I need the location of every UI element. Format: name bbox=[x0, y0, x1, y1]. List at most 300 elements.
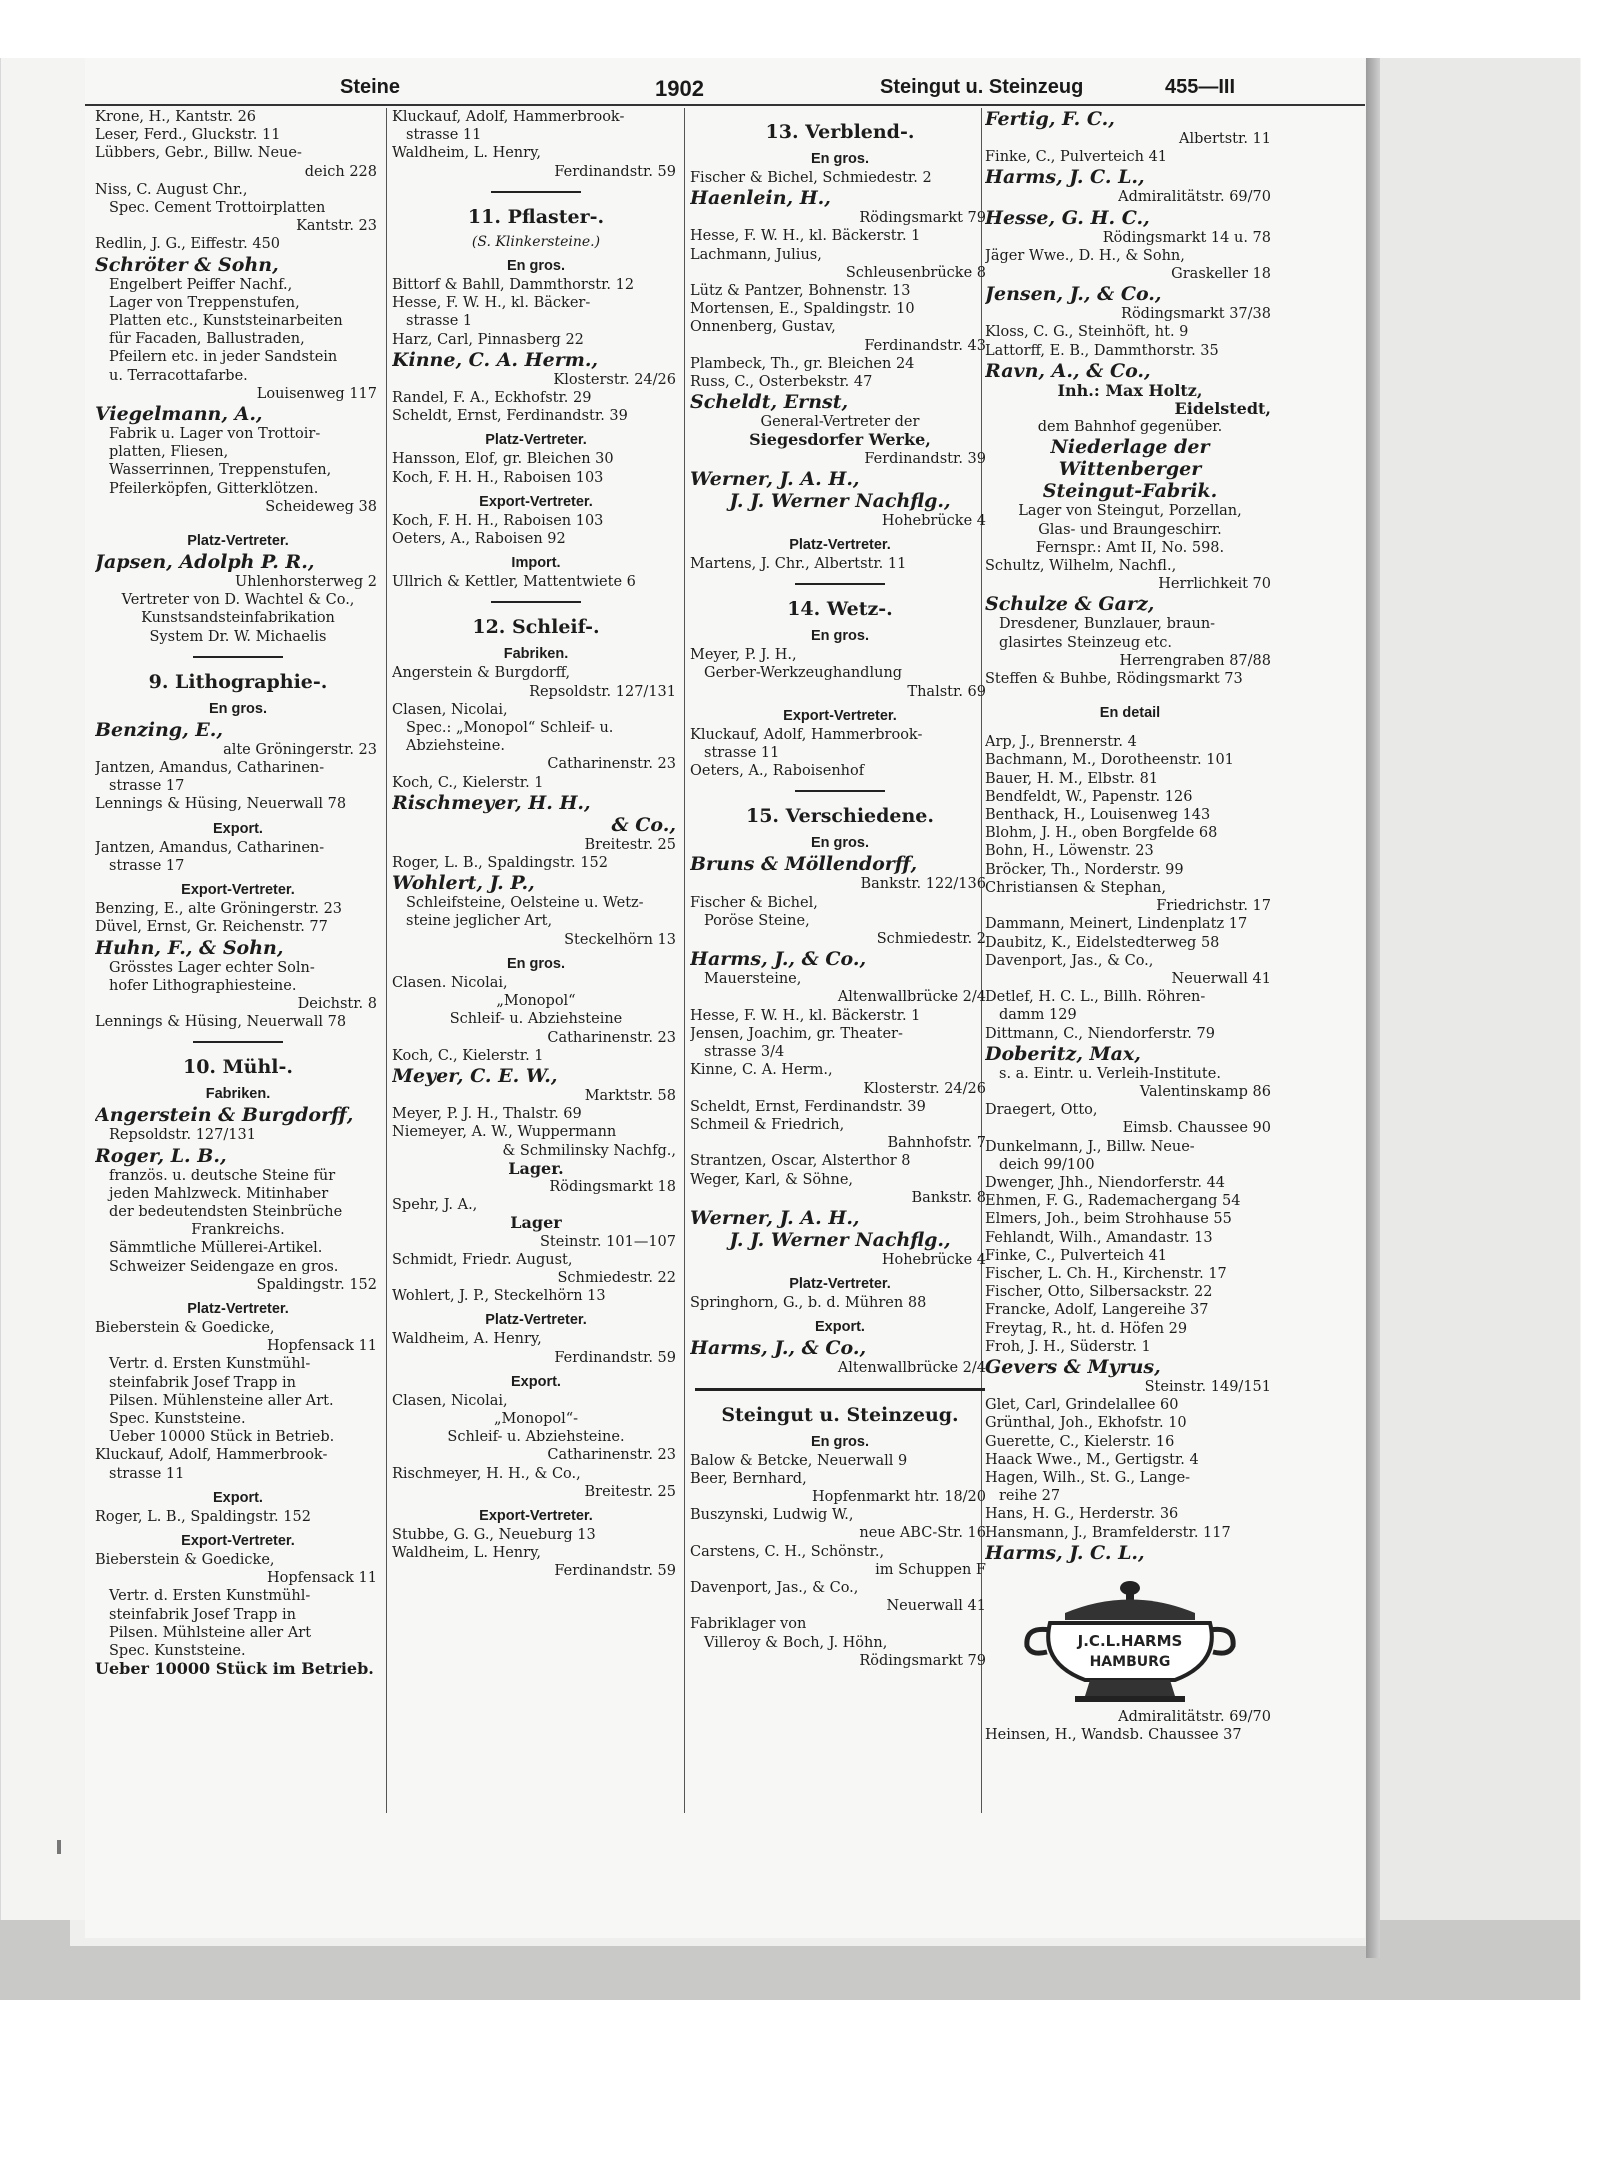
subsection-heading: Platz-Vertreter. bbox=[789, 1276, 891, 1293]
address-line: Admiralitätstr. 69/70 bbox=[1118, 189, 1271, 206]
listing-line: Meyer, P. J. H., bbox=[690, 647, 797, 664]
listing-line: Schmidt, Friedr. August, bbox=[392, 1251, 573, 1268]
listing-line: Waldheim, L. Henry, bbox=[392, 1545, 541, 1562]
listing-line: Koch, C., Kielerstr. 1 bbox=[392, 1047, 544, 1064]
svg-text:J.C.L.HARMS: J.C.L.HARMS bbox=[1077, 1631, 1183, 1650]
subsection-heading: Fabriken. bbox=[503, 646, 569, 663]
listing-line: Roger, L. B., Spaldingstr. 152 bbox=[95, 1508, 311, 1525]
listing-line: Weger, Karl, & Söhne, bbox=[690, 1171, 854, 1188]
listing-line: glasirtes Steinzeug etc. bbox=[999, 634, 1172, 651]
listing-line: Freytag, R., ht. d. Höfen 29 bbox=[985, 1320, 1188, 1337]
address-line: Schleusenbrücke 8 bbox=[845, 264, 986, 281]
listing-line: steine jeglicher Art, bbox=[406, 913, 553, 930]
address-line: Schmiedestr. 2 bbox=[876, 931, 986, 948]
listing-line: platten, Fliesen, bbox=[109, 444, 229, 461]
subsection-heading: En gros. bbox=[810, 151, 869, 167]
running-header bbox=[95, 70, 1265, 104]
listing-line: Ueber 10000 Stück im Betrieb. bbox=[95, 1660, 374, 1679]
address-line: Ferdinandstr. 39 bbox=[864, 450, 986, 467]
header-page-number: 455—III bbox=[1165, 76, 1236, 98]
listing-line: Hansmann, J., Bramfelderstr. 117 bbox=[985, 1524, 1231, 1541]
address-line: Hohebrücke 4 bbox=[881, 1251, 986, 1268]
listing-line: Oeters, A., Raboisenhof bbox=[690, 763, 865, 780]
address-line: im Schuppen F bbox=[875, 1561, 986, 1578]
listing-line: Pfeilerköpfen, Gitterklötzen. bbox=[109, 480, 319, 497]
subsection-heading: Platz-Vertreter. bbox=[789, 537, 891, 554]
header-left: Steine bbox=[340, 76, 401, 98]
listing-line: Russ, C., Osterbekstr. 47 bbox=[690, 374, 873, 391]
firm-name: Benzing, E., bbox=[95, 718, 224, 741]
listing-line: steinfabrik Josef Trapp in bbox=[109, 1374, 297, 1391]
listing-line: für Facaden, Ballustraden, bbox=[109, 331, 305, 348]
listing-line: Onnenberg, Gustav, bbox=[690, 319, 836, 336]
column-3 bbox=[690, 108, 990, 1670]
listing-line: Beer, Bernhard, bbox=[690, 1470, 807, 1487]
listing-line: Jensen, Joachim, gr. Theater- bbox=[690, 1025, 903, 1042]
listing-line: Wohlert, J. P., Steckelhörn 13 bbox=[392, 1288, 606, 1305]
section-heading: 10. Mühl-. bbox=[182, 1056, 294, 1079]
listing-line: Waldheim, A. Henry, bbox=[392, 1331, 542, 1348]
listing-line: Clasen. Nicolai, bbox=[392, 974, 508, 991]
subsection-heading: Export-Vertreter. bbox=[783, 707, 897, 724]
firm-name: Angerstein & Burgdorff, bbox=[95, 1104, 354, 1127]
subsection-heading: Export-Vertreter. bbox=[479, 493, 593, 510]
listing-line: strasse 1 bbox=[406, 313, 473, 330]
listing-line: Spec. Kunststeine. bbox=[109, 1410, 246, 1427]
firm-name: Hesse, G. H. C., bbox=[985, 206, 1150, 229]
header-rule bbox=[85, 104, 1365, 106]
column-2 bbox=[392, 108, 680, 1581]
listing-line: Randel, F. A., Eckhofstr. 29 bbox=[392, 390, 592, 407]
address-line: Valentinskamp 86 bbox=[1139, 1083, 1271, 1100]
listing-line: Siegesdorfer Werke, bbox=[749, 431, 931, 450]
address-line: Thalstr. 69 bbox=[907, 683, 986, 700]
listing-line: Pilsen. Mühlensteine aller Art. bbox=[109, 1392, 334, 1409]
listing-line: Bittorf & Bahll, Dammthorstr. 12 bbox=[392, 277, 635, 294]
firm-name: Kinne, C. A. Herm., bbox=[392, 348, 599, 371]
listing-line: Carstens, C. H., Schönstr., bbox=[690, 1543, 885, 1560]
listing-line: Vertreter von D. Wachtel & Co., bbox=[121, 592, 355, 609]
address-line: Ferdinandstr. 59 bbox=[554, 1349, 676, 1366]
listing-line: Koch, F. H. H., Raboisen 103 bbox=[392, 469, 604, 486]
listing-line: Jantzen, Amandus, Catharinen- bbox=[95, 760, 325, 777]
listing-line: Springhorn, G., b. d. Mühren 88 bbox=[690, 1295, 927, 1312]
address-line: Hohebrücke 4 bbox=[881, 512, 986, 529]
firm-name: Huhn, F., & Sohn, bbox=[95, 936, 284, 959]
listing-line: Strantzen, Oscar, Alsterthor 8 bbox=[690, 1153, 911, 1170]
listing-line: Blohm, J. H., oben Borgfelde 68 bbox=[985, 825, 1218, 842]
listing-line: Draegert, Otto, bbox=[985, 1102, 1098, 1119]
listing-line: Finke, C., Pulverteich 41 bbox=[985, 149, 1168, 166]
section-heading: 14. Wetz-. bbox=[787, 598, 893, 621]
address-line: Klosterstr. 24/26 bbox=[863, 1080, 986, 1097]
listing-line: Ueber 10000 Stück in Betrieb. bbox=[109, 1429, 335, 1446]
listing-line: Plambeck, Th., gr. Bleichen 24 bbox=[690, 355, 915, 372]
address-line: Hopfensack 11 bbox=[267, 1570, 377, 1587]
listing-line: Scheldt, Ernst, Ferdinandstr. 39 bbox=[392, 408, 628, 425]
address-line: Rödingsmarkt 37/38 bbox=[1121, 306, 1271, 323]
address-line: Altenwallbrücke 2/4 bbox=[837, 989, 986, 1006]
firm-name: J. J. Werner Nachflg., bbox=[729, 1228, 951, 1251]
listing-line: Lübbers, Gebr., Billw. Neue- bbox=[95, 145, 302, 162]
spacer bbox=[985, 723, 1275, 733]
firm-name: Ravn, A., & Co., bbox=[985, 359, 1151, 382]
address-line: Rödingsmarkt 18 bbox=[549, 1178, 676, 1195]
address-line: Catharinenstr. 23 bbox=[547, 1447, 676, 1464]
listing-line: Schweizer Seidengaze en gros. bbox=[109, 1258, 339, 1275]
listing-line: Fehlandt, Wilh., Amandastr. 13 bbox=[985, 1229, 1213, 1246]
listing-line: Lager. bbox=[508, 1159, 564, 1178]
subsection-heading: En gros. bbox=[810, 1433, 869, 1450]
listing-line: Bröcker, Th., Norderstr. 99 bbox=[985, 861, 1184, 878]
subsection-heading: Export-Vertreter. bbox=[181, 882, 295, 899]
listing-line: Bieberstein & Goedicke, bbox=[95, 1319, 275, 1336]
listing-line: Detlef, H. C. L., Billh. Röhren- bbox=[985, 989, 1206, 1006]
section-heading: 13. Verblend-. bbox=[765, 121, 915, 143]
listing-line: Schleifsteine, Oelsteine u. Wetz- bbox=[406, 895, 644, 912]
section-rule bbox=[695, 1388, 985, 1391]
listing-line: Düvel, Ernst, Gr. Reichenstr. 77 bbox=[95, 919, 328, 936]
listing-line: jeden Mahlzweck. Mitinhaber bbox=[109, 1185, 329, 1202]
listing-line: Schleif- u. Abziehsteine bbox=[449, 1011, 623, 1028]
section-heading: 12. Schleif-. bbox=[472, 616, 600, 639]
address-line: Bankstr. 8 bbox=[911, 1189, 986, 1206]
address-line: Steinstr. 101—107 bbox=[540, 1233, 676, 1250]
listing-line: Leser, Ferd., Gluckstr. 11 bbox=[95, 127, 281, 144]
address-line: Friedrichstr. 17 bbox=[1156, 898, 1271, 915]
listing-line: Balow & Betcke, Neuerwall 9 bbox=[690, 1452, 908, 1469]
address-line: Kantstr. 23 bbox=[296, 218, 377, 235]
address-line: Rödingsmarkt 79 bbox=[859, 210, 986, 227]
listing-line: Christiansen & Stephan, bbox=[985, 879, 1166, 896]
listing-line: damm 129 bbox=[999, 1007, 1077, 1024]
firm-name: Roger, L. B., bbox=[95, 1144, 227, 1167]
listing-line: Haack Wwe., M., Gertigstr. 4 bbox=[985, 1451, 1199, 1468]
listing-line: strasse 11 bbox=[109, 1465, 185, 1482]
listing-line: Bohn, H., Löwenstr. 23 bbox=[985, 843, 1154, 860]
tureen-logo bbox=[985, 1568, 1275, 1708]
listing-line: Waldheim, L. Henry, bbox=[392, 145, 541, 162]
section-rule bbox=[193, 656, 283, 658]
section-rule bbox=[795, 583, 885, 585]
listing-line: Lager von Steingut, Porzellan, bbox=[1018, 503, 1242, 520]
listing-line: Sämmtliche Müllerei-Artikel. bbox=[109, 1240, 323, 1257]
address-line: Rödingsmarkt 14 u. 78 bbox=[1102, 229, 1271, 246]
scan-underlay bbox=[1380, 58, 1580, 2000]
firm-name: Schröter & Sohn, bbox=[95, 253, 279, 276]
header-year: 1902 bbox=[655, 76, 704, 101]
firm-name: Viegelmann, A., bbox=[95, 403, 263, 426]
listing-line: Platten etc., Kunststeinarbeiten bbox=[109, 313, 343, 330]
subsection-heading: Import. bbox=[511, 555, 561, 572]
firm-name: Jensen, J., & Co., bbox=[985, 283, 1162, 306]
subsection-heading: Export. bbox=[511, 1373, 561, 1390]
listing-line: Lager von Treppenstufen, bbox=[109, 294, 300, 311]
listing-line: Scheldt, Ernst, Ferdinandstr. 39 bbox=[690, 1098, 926, 1115]
address-line: Neuerwall 41 bbox=[1171, 970, 1271, 987]
address-line: Deichstr. 8 bbox=[297, 995, 377, 1012]
listing-line: Spec.: „Monopol“ Schleif- u. bbox=[406, 720, 614, 737]
listing-line: deich 99/100 bbox=[999, 1156, 1095, 1173]
firm-name: Steingut-Fabrik. bbox=[1042, 480, 1218, 503]
listing-line: strasse 3/4 bbox=[704, 1044, 785, 1061]
listing-line: Dammann, Meinert, Lindenplatz 17 bbox=[985, 916, 1248, 933]
section-heading: Steingut u. Steinzeug. bbox=[721, 1403, 959, 1426]
subsection-heading: Platz-Vertreter. bbox=[187, 533, 289, 550]
listing-line: Spec. Kunststeine. bbox=[109, 1642, 246, 1659]
listing-line: Koch, F. H. H., Raboisen 103 bbox=[392, 512, 604, 529]
address-line: Bankstr. 122/136 bbox=[860, 876, 986, 893]
address-line: Bahnhofstr. 7 bbox=[887, 1135, 986, 1152]
listing-line: Dwenger, Jhh., Niendorferstr. 44 bbox=[985, 1174, 1226, 1191]
address-line: Repsoldstr. 127/131 bbox=[529, 683, 676, 700]
address-line: Ferdinandstr. 59 bbox=[554, 1563, 676, 1580]
firm-name: Fertig, F. C., bbox=[985, 108, 1115, 130]
listing-line: Fabriklager von bbox=[690, 1616, 807, 1633]
subsection-heading: Platz-Vertreter. bbox=[485, 432, 587, 449]
spacer bbox=[985, 688, 1275, 698]
firm-name: Werner, J. A. H., bbox=[690, 467, 860, 490]
listing-line: Kinne, C. A. Herm., bbox=[690, 1062, 833, 1079]
listing-line: Ullrich & Kettler, Mattentwiete 6 bbox=[392, 574, 636, 591]
listing-line: Koch, C., Kielerstr. 1 bbox=[392, 774, 544, 791]
listing-line: Clasen, Nicolai, bbox=[392, 1392, 508, 1409]
address-line: & Schmilinsky Nachfg., bbox=[502, 1142, 676, 1159]
address-line: Spaldingstr. 152 bbox=[256, 1276, 377, 1293]
address-line: Marktstr. 58 bbox=[584, 1087, 676, 1104]
section-heading: 9. Lithographie-. bbox=[148, 670, 328, 693]
listing-line: Hesse, F. W. H., kl. Bäckerstr. 1 bbox=[690, 1007, 921, 1024]
listing-line: Finke, C., Pulverteich 41 bbox=[985, 1247, 1168, 1264]
firm-name: Doberitz, Max, bbox=[985, 1042, 1141, 1065]
firm-name: Meyer, C. E. W., bbox=[392, 1064, 558, 1087]
listing-line: Meyer, P. J. H., Thalstr. 69 bbox=[392, 1106, 582, 1123]
listing-line: Krone, H., Kantstr. 26 bbox=[95, 109, 257, 125]
subsection-heading: Platz-Vertreter. bbox=[187, 1300, 289, 1317]
listing-line: Engelbert Peiffer Nachf., bbox=[109, 276, 293, 293]
address-line: Scheideweg 38 bbox=[265, 498, 377, 515]
address-line: Uhlenhorsterweg 2 bbox=[234, 574, 377, 591]
address-line: Rödingsmarkt 79 bbox=[859, 1652, 986, 1669]
section-rule bbox=[491, 191, 581, 193]
listing-line: Hesse, F. W. H., kl. Bäckerstr. 1 bbox=[690, 228, 921, 245]
listing-line: Lennings & Hüsing, Neuerwall 78 bbox=[95, 1014, 347, 1031]
firm-name: Scheldt, Ernst, bbox=[690, 391, 849, 414]
address-line: Steckelhörn 13 bbox=[564, 931, 676, 948]
listing-line: Clasen, Nicolai, bbox=[392, 701, 508, 718]
listing-line: Rischmeyer, H. H., & Co., bbox=[392, 1465, 581, 1482]
address-line: Klosterstr. 24/26 bbox=[553, 371, 676, 388]
listing-line: Kunstsandsteinfabrikation bbox=[141, 610, 335, 627]
listing-line: Stubbe, G. G., Neueburg 13 bbox=[392, 1526, 596, 1543]
section-rule bbox=[491, 601, 581, 603]
margin-mark bbox=[57, 1840, 61, 1854]
listing-line: französ. u. deutsche Steine für bbox=[109, 1167, 336, 1184]
listing-line: Grünthal, Joh., Ekhofstr. 10 bbox=[985, 1415, 1187, 1432]
firm-name: Wohlert, J. P., bbox=[392, 872, 535, 895]
listing-line: „Monopol“ bbox=[496, 993, 576, 1010]
listing-line: Niemeyer, A. W., Wuppermann bbox=[392, 1124, 617, 1141]
listing-line: Pfeilern etc. in jeder Sandstein bbox=[109, 349, 338, 366]
listing-line: Elmers, Joh., beim Strohhause 55 bbox=[985, 1211, 1232, 1228]
address-line: Eimsb. Chaussee 90 bbox=[1122, 1120, 1271, 1137]
listing-line: Hesse, F. W. H., kl. Bäcker- bbox=[392, 295, 591, 312]
listing-line: Villeroy & Boch, J. Höhn, bbox=[704, 1634, 888, 1651]
listing-line: Jäger Wwe., D. H., & Sohn, bbox=[985, 247, 1185, 264]
address-line: deich 228 bbox=[304, 163, 377, 180]
firm-name: Japsen, Adolph P. R., bbox=[95, 551, 315, 574]
listing-line: General-Vertreter der bbox=[760, 414, 920, 431]
listing-line: Kluckauf, Adolf, Hammerbrook- bbox=[690, 726, 923, 743]
listing-line: Poröse Steine, bbox=[704, 912, 810, 929]
address-line: neue ABC-Str. 16 bbox=[859, 1525, 986, 1542]
listing-line: s. a. Eintr. u. Verleih-Institute. bbox=[999, 1065, 1221, 1082]
listing-line: Abziehsteine. bbox=[406, 738, 505, 755]
listing-line: Jantzen, Amandus, Catharinen- bbox=[95, 839, 325, 856]
listing-line: Pilsen. Mühlsteine aller Art bbox=[109, 1624, 312, 1641]
address-line: Ferdinandstr. 43 bbox=[864, 337, 986, 354]
section-rule bbox=[795, 790, 885, 792]
listing-line: Spec. Cement Trottoirplatten bbox=[109, 200, 326, 217]
listing-line: System Dr. W. Michaelis bbox=[149, 628, 327, 645]
subsection-heading: Platz-Vertreter. bbox=[485, 1312, 587, 1329]
subsection-heading: En gros. bbox=[506, 955, 565, 972]
listing-line: Buszynski, Ludwig W., bbox=[690, 1507, 854, 1524]
address-line: Hopfensack 11 bbox=[267, 1338, 377, 1355]
address-line: Louisenweg 117 bbox=[256, 385, 377, 402]
address-line: Herrengraben 87/88 bbox=[1119, 652, 1271, 669]
subsection-heading: En gros. bbox=[506, 258, 565, 275]
listing-line: strasse 17 bbox=[109, 778, 185, 795]
address-line: Schmiedestr. 22 bbox=[557, 1269, 676, 1286]
listing-line: Kluckauf, Adolf, Hammerbrook- bbox=[95, 1447, 328, 1464]
subsection-heading: Fabriken. bbox=[205, 1086, 271, 1103]
listing-line: strasse 17 bbox=[109, 857, 185, 874]
listing-line: Bieberstein & Goedicke, bbox=[95, 1551, 275, 1568]
listing-line: Lennings & Hüsing, Neuerwall 78 bbox=[95, 796, 347, 813]
listing-line: Niss, C. August Chr., bbox=[95, 181, 248, 198]
address-line: Herrlichkeit 70 bbox=[1158, 576, 1271, 593]
listing-line: dem Bahnhof gegenüber. bbox=[1037, 419, 1223, 436]
listing-line: Oeters, A., Raboisen 92 bbox=[392, 531, 566, 548]
subsection-heading: En gros. bbox=[208, 700, 267, 717]
firm-name: Bruns & Möllendorff, bbox=[690, 853, 918, 876]
section-heading: 15. Verschiedene. bbox=[745, 805, 935, 828]
listing-line: Francke, Adolf, Langereihe 37 bbox=[985, 1302, 1209, 1319]
firm-name: Harms, J., & Co., bbox=[690, 1337, 867, 1360]
listing-line: Repsoldstr. 127/131 bbox=[109, 1127, 256, 1144]
listing-line: Froh, J. H., Süderstr. 1 bbox=[985, 1338, 1151, 1355]
address-line: Breitestr. 25 bbox=[584, 836, 676, 853]
subsection-heading: Export-Vertreter. bbox=[181, 1532, 295, 1549]
firm-name: Niederlage der bbox=[1050, 436, 1210, 459]
column-1 bbox=[95, 108, 381, 1678]
listing-line: Vertr. d. Ersten Kunstmühl- bbox=[109, 1356, 311, 1373]
subsection-heading: En gros. bbox=[810, 628, 869, 645]
listing-line: Fischer & Bichel, bbox=[690, 894, 818, 911]
listing-line: Gerber-Werkzeughandlung bbox=[704, 665, 903, 682]
listing-line: Daubitz, K., Eidelstedterweg 58 bbox=[985, 934, 1220, 951]
listing-line: Lattorff, E. B., Dammthorstr. 35 bbox=[985, 342, 1219, 359]
listing-line: Guerette, C., Kielerstr. 16 bbox=[985, 1433, 1175, 1450]
listing-line: Hansson, Elof, gr. Bleichen 30 bbox=[392, 451, 614, 468]
address-line: Steinstr. 149/151 bbox=[1144, 1378, 1271, 1395]
listing-line: steinfabrik Josef Trapp in bbox=[109, 1606, 297, 1623]
listing-line: Roger, L. B., Spaldingstr. 152 bbox=[392, 855, 608, 872]
listing-line: Schleif- u. Abziehsteine. bbox=[447, 1429, 625, 1446]
listing-line: Fabrik u. Lager von Trottoir- bbox=[109, 426, 321, 443]
address-line: Eidelstedt, bbox=[1174, 400, 1271, 419]
listing-line: Mortensen, E., Spaldingstr. 10 bbox=[690, 301, 915, 318]
firm-name: Schulze & Garz, bbox=[985, 593, 1155, 616]
listing-line: Grösstes Lager echter Soln- bbox=[109, 959, 315, 976]
address-line: Albertstr. 11 bbox=[1178, 131, 1271, 147]
listing-line: Benzing, E., alte Gröningerstr. 23 bbox=[95, 901, 343, 918]
listing-line: Schmeil & Friedrich, bbox=[690, 1116, 845, 1133]
listing-line: Ehmen, F. G., Rademachergang 54 bbox=[985, 1193, 1241, 1210]
listing-line: Dittmann, C., Niendorferstr. 79 bbox=[985, 1025, 1215, 1042]
column-divider bbox=[386, 108, 387, 1813]
listing-line: Schultz, Wilhelm, Nachfl., bbox=[985, 558, 1177, 575]
listing-line: Arp, J., Brennerstr. 4 bbox=[985, 734, 1137, 751]
firm-name: Haenlein, H., bbox=[690, 187, 831, 210]
address-line: Ferdinandstr. 59 bbox=[554, 163, 676, 180]
subsection-heading: En gros. bbox=[810, 835, 869, 852]
listing-line: Davenport, Jas., & Co., bbox=[985, 952, 1154, 969]
listing-line: hofer Lithographiesteine. bbox=[109, 977, 297, 994]
listing-line: Hans, H. G., Herderstr. 36 bbox=[985, 1506, 1179, 1523]
firm-name: Werner, J. A. H., bbox=[690, 1206, 860, 1229]
listing-line: reihe 27 bbox=[999, 1488, 1061, 1505]
listing-line: Inh.: Max Holtz, bbox=[1057, 381, 1203, 400]
listing-line: Mauersteine, bbox=[704, 971, 802, 988]
listing-line: Harz, Carl, Pinnasberg 22 bbox=[392, 331, 584, 348]
listing-line: Angerstein & Burgdorff, bbox=[392, 665, 571, 682]
firm-name: Harms, J. C. L., bbox=[985, 166, 1145, 189]
address-line: Neuerwall 41 bbox=[886, 1598, 986, 1615]
listing-line: Spehr, J. A., bbox=[392, 1197, 478, 1214]
page-edge-shadow bbox=[1366, 58, 1380, 1958]
listing-line: u. Terracottafarbe. bbox=[109, 367, 248, 384]
address-line: Catharinenstr. 23 bbox=[547, 756, 676, 773]
listing-line: Glet, Carl, Grindelallee 60 bbox=[985, 1397, 1179, 1414]
listing-line: Hagen, Wilh., St. G., Lange- bbox=[985, 1469, 1191, 1486]
address-line: Hopfenmarkt htr. 18/20 bbox=[812, 1488, 986, 1505]
address-line: Admiralitätstr. 69/70 bbox=[1118, 1708, 1271, 1725]
listing-line: Dresdener, Bunzlauer, braun- bbox=[999, 616, 1216, 633]
subsection-heading: Export-Vertreter. bbox=[479, 1507, 593, 1524]
address-line: Graskeller 18 bbox=[1171, 266, 1271, 283]
listing-line: strasse 11 bbox=[704, 745, 780, 762]
listing-line: Benthack, H., Louisenweg 143 bbox=[985, 807, 1211, 824]
listing-line: Fernspr.: Amt II, No. 598. bbox=[1035, 539, 1225, 556]
firm-name: & Co., bbox=[611, 813, 676, 836]
listing-line: Bendfeldt, W., Papenstr. 126 bbox=[985, 788, 1193, 805]
address-line: Catharinenstr. 23 bbox=[547, 1029, 676, 1046]
listing-line: Steffen & Buhbe, Rödingsmarkt 73 bbox=[985, 671, 1243, 688]
subsection-heading: Export. bbox=[815, 1319, 865, 1336]
listing-line: Davenport, Jas., & Co., bbox=[690, 1579, 859, 1596]
address-line: Altenwallbrücke 2/4 bbox=[837, 1360, 986, 1377]
address-line: Breitestr. 25 bbox=[584, 1483, 676, 1500]
listing-line: Fischer, Otto, Silbersackstr. 22 bbox=[985, 1284, 1213, 1301]
listing-line: Lachmann, Julius, bbox=[690, 246, 822, 263]
listing-line: Fischer & Bichel, Schmiedestr. 2 bbox=[690, 170, 932, 186]
address-line: alte Gröningerstr. 23 bbox=[223, 741, 377, 758]
listing-line: Fischer, L. Ch. H., Kirchenstr. 17 bbox=[985, 1265, 1227, 1282]
svg-text:HAMBURG: HAMBURG bbox=[1089, 1653, 1171, 1670]
firm-name: Harms, J. C. L., bbox=[985, 1541, 1145, 1564]
